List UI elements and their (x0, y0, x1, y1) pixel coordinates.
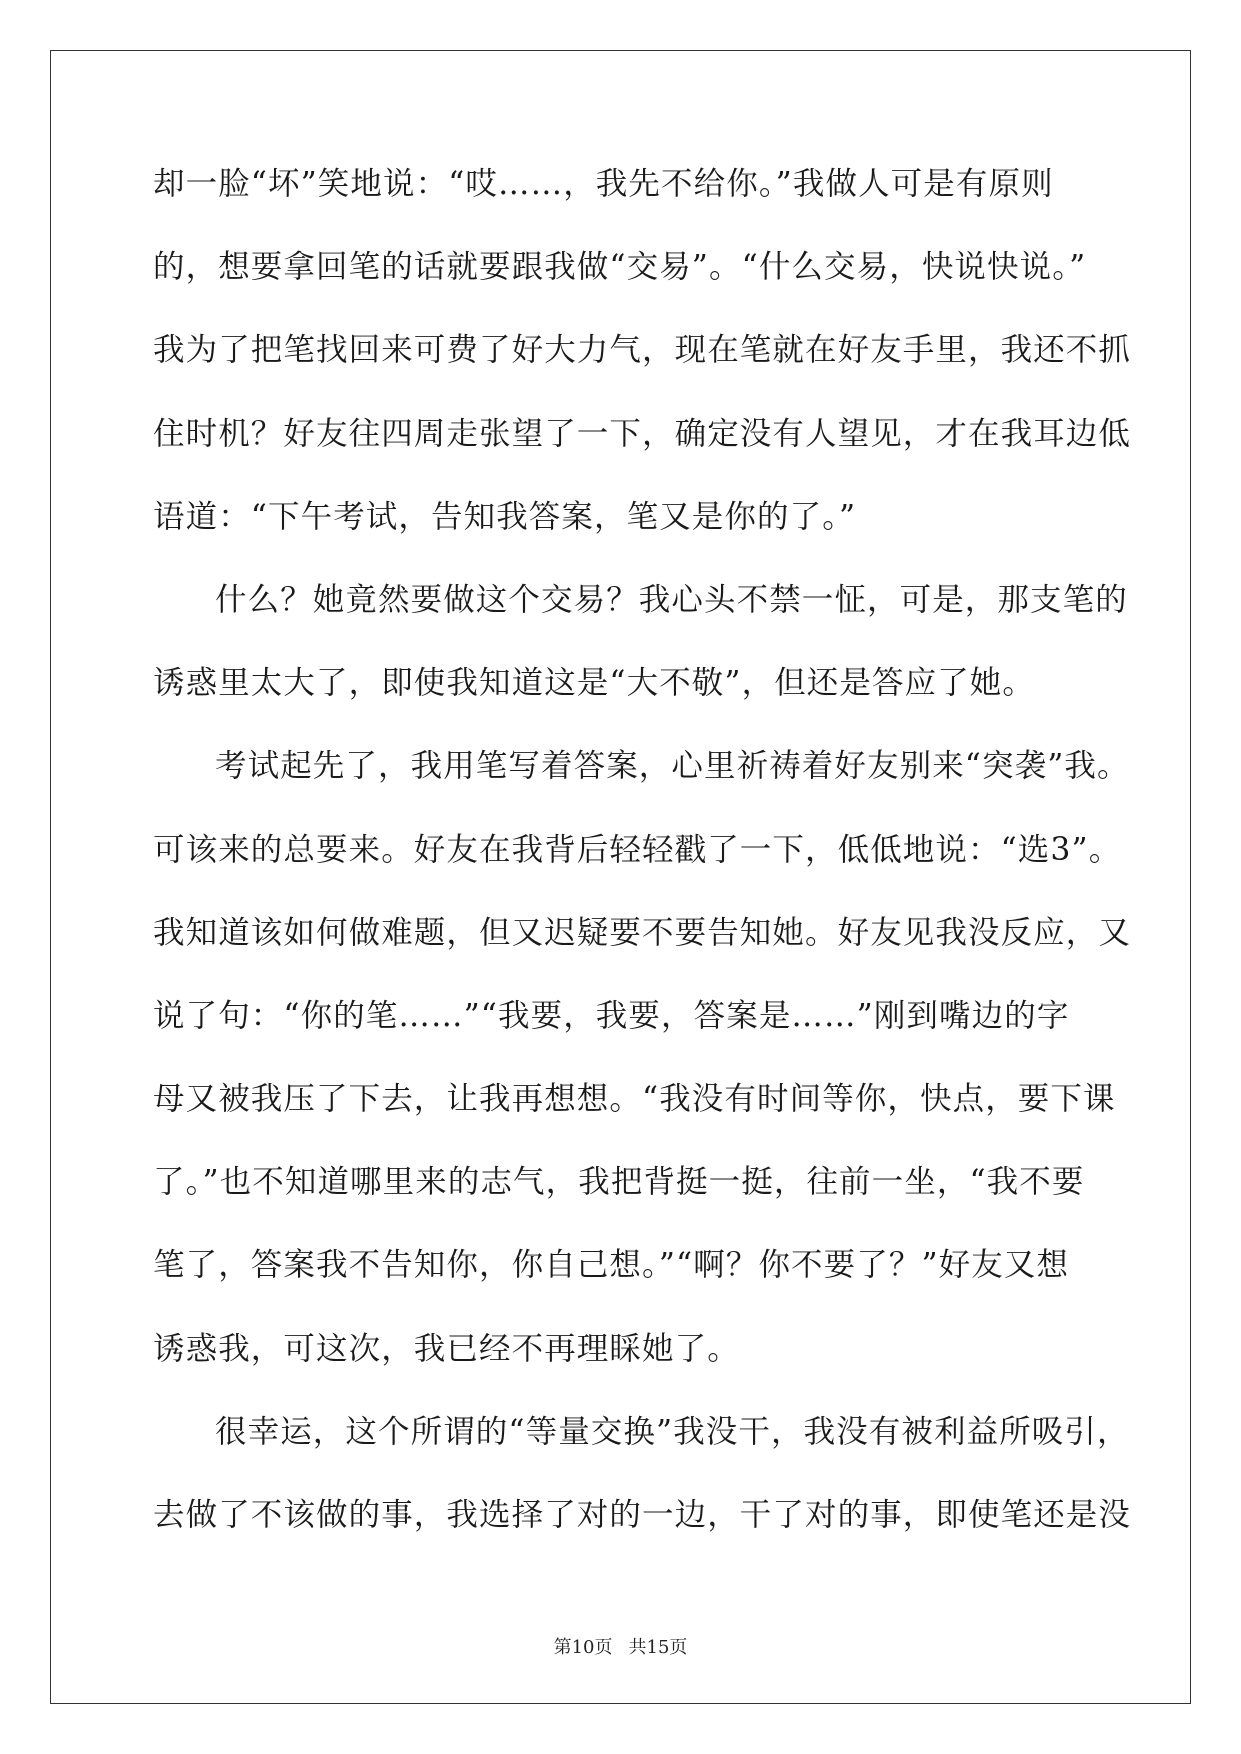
text-line: 的，想要拿回笔的话就要跟我做“交易”。“什么交易，快说快说。” (153, 249, 1087, 286)
text-line: 诱惑里太大了，即使我知道这是“大不敬”，但还是答应了她。 (153, 665, 1036, 702)
text-line: 说了句：“你的笔……”“我要，我要，答案是……”刚到嘴边的字 (153, 997, 1070, 1034)
text-line: 可该来的总要来。好友在我背后轻轻戳了一下，低低地说：“选3”。 (153, 831, 1122, 868)
text-line: 语道：“下午考试，告知我答案，笔又是你的了。” (153, 498, 857, 535)
text-line: 我知道该如何做难题，但又迟疑要不要告知她。好友见我没反应，又 (153, 914, 1132, 951)
paragraph-start-line: 很幸运，这个所谓的“等量交换”我没干，我没有被利益所吸引， (215, 1413, 1130, 1450)
page-footer (0, 1636, 1241, 1660)
current-page-number: 第10页 (553, 1637, 613, 1658)
text-line: 却一脸“坏”笑地说：“哎……，我先不给你。”我做人可是有原则 (153, 166, 1054, 202)
paragraph-start-line: 什么？她竟然要做这个交易？我心头不禁一怔，可是，那支笔的 (215, 581, 1128, 618)
total-pages: 共15页 (628, 1637, 688, 1658)
paragraph-start-line: 考试起先了，我用笔写着答案，心里祈祷着好友别来“突袭”我。 (215, 748, 1130, 785)
text-line: 母又被我压了下去，让我再想想。“我没有时间等你，快点，要下课 (153, 1081, 1116, 1118)
text-line: 我为了把笔找回来可费了好大力气，现在笔就在好友手里，我还不抓 (153, 332, 1132, 369)
document-body (153, 158, 1132, 1572)
text-line: 笔了，答案我不告知你，你自己想。”“啊？你不要了？”好友又想 (153, 1247, 1070, 1284)
text-line: 了。”也不知道哪里来的志气，我把背挺一挺，往前一坐，“我不要 (153, 1164, 1085, 1201)
text-line: 住时机？好友往四周走张望了一下，确定没有人望见，才在我耳边低 (153, 415, 1132, 452)
text-line: 去做了不该做的事，我选择了对的一边，干了对的事，即使笔还是没 (153, 1497, 1132, 1533)
text-line: 诱惑我，可这次，我已经不再理睬她了。 (153, 1330, 740, 1367)
